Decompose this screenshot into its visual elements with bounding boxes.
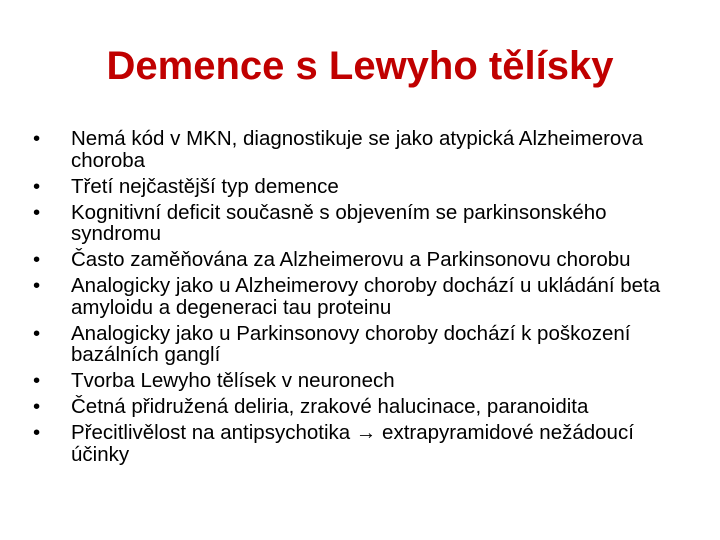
bullet-dot-icon: • <box>33 127 41 150</box>
bullet-dot-icon: • <box>33 395 41 418</box>
bullet-item <box>33 370 693 392</box>
bullet-item <box>33 202 693 245</box>
bullet-text: Často zaměňována za Alzheimerovu a Parkinsonovu chorobu <box>71 248 631 271</box>
bullet-text: Četná přidružená deliria, zrakové halucinace, paranoidita <box>71 395 589 418</box>
bullet-dot-icon: • <box>33 421 41 444</box>
bullet-text: Analogicky jako u Parkinsonovy choroby dochází k poškození bazálních ganglí <box>71 321 631 366</box>
bullet-text: Analogicky jako u Alzheimerovy choroby dochází u ukládání beta amyloidu a degeneraci tau proteinu <box>71 274 661 319</box>
bullet-item <box>33 422 693 465</box>
slide-title: Demence s Lewyho tělísky <box>106 44 614 88</box>
bullet-dot-icon: • <box>33 369 41 392</box>
bullet-dot-icon: • <box>33 248 41 271</box>
bullet-list <box>33 128 693 470</box>
bullet-item <box>33 275 693 318</box>
bullet-item <box>33 249 693 271</box>
bullet-text: Přecitlivělost na antipsychotika → extrapyramidové nežádoucí účinky <box>71 421 634 466</box>
bullet-text: Nemá kód v MKN, diagnostikuje se jako atypická Alzheimerova choroba <box>71 127 643 172</box>
bullet-dot-icon: • <box>33 174 41 198</box>
bullet-item <box>33 323 693 366</box>
bullet-dot-icon: • <box>33 321 41 345</box>
bullet-text: Tvorba Lewyho tělísek v neuronech <box>71 369 395 392</box>
bullet-dot-icon: • <box>33 274 41 297</box>
bullet-text: Třetí nejčastější typ demence <box>71 174 339 198</box>
bullet-item <box>33 176 693 198</box>
bullet-dot-icon: • <box>33 200 41 224</box>
bullet-item <box>33 396 693 418</box>
bullet-item <box>33 128 693 171</box>
bullet-text: Kognitivní deficit současně s objevením se parkinsonského syndromu <box>71 200 607 245</box>
